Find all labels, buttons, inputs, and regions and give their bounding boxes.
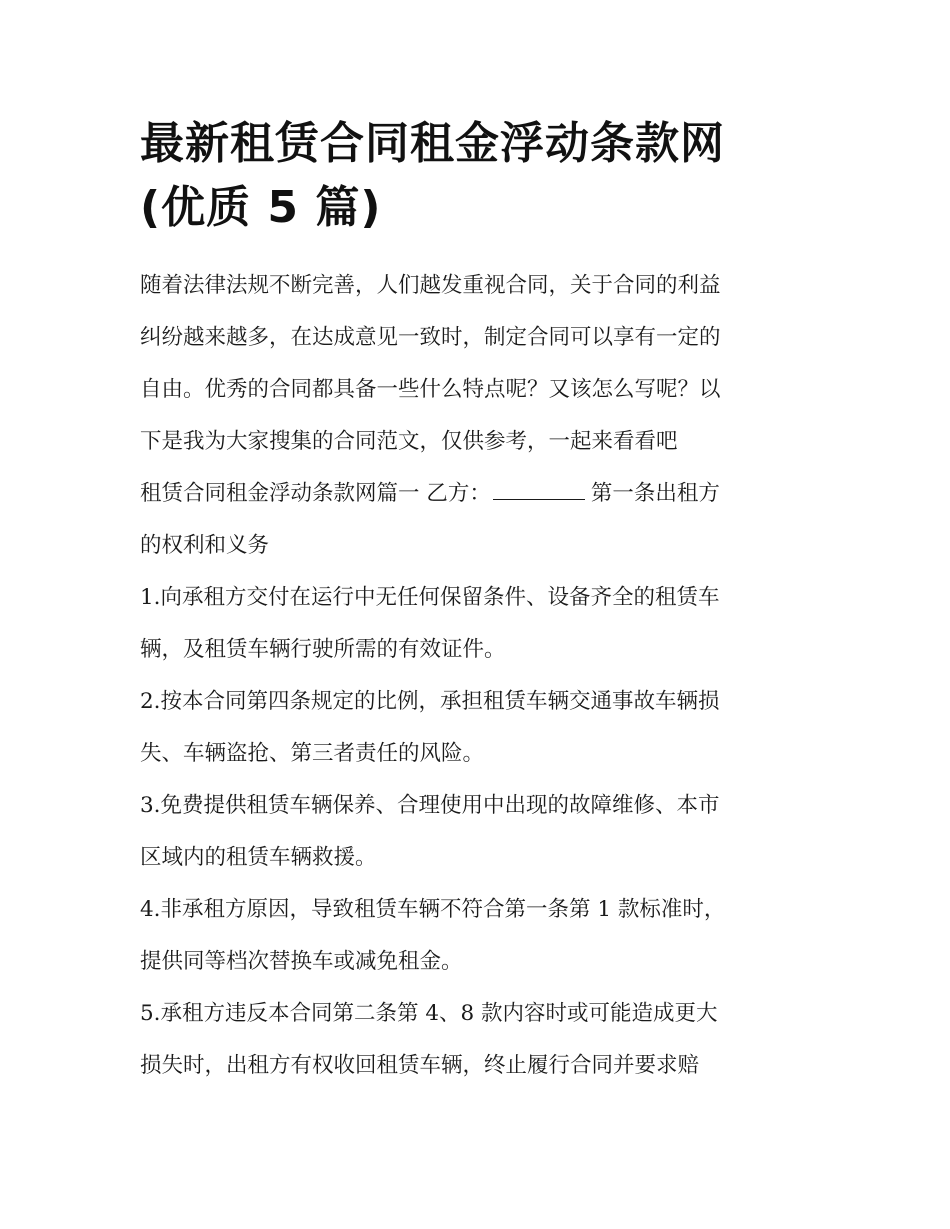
title-line-2: (优质 5 篇): [140, 182, 382, 233]
clause-5-line-2: 损失时，出租方有权收回租赁车辆，终止履行合同并要求赔: [140, 1053, 700, 1078]
intro-line-3: 自由。优秀的合同都具备一些什么特点呢？又该怎么写呢？以: [140, 377, 721, 402]
clause-3-line-1: 3.免费提供租赁车辆保养、合理使用中出现的故障维修、本市: [140, 793, 720, 818]
document-title: [140, 112, 815, 240]
title-line-1: 最新租赁合同租金浮动条款网: [140, 118, 725, 169]
intro-line-4: 下是我为大家搜集的合同范文，仅供参考，一起来看看吧: [140, 429, 678, 454]
section-heading-line: [140, 468, 815, 520]
intro-line-2: 纠纷越来越多，在达成意见一致时，制定合同可以享有一定的: [140, 325, 721, 350]
fill-in-blank: [493, 477, 585, 500]
clause-2-line-1: 2.按本合同第四条规定的比例，承担租赁车辆交通事故车辆损: [140, 689, 720, 714]
document-body: [140, 260, 815, 1092]
section-heading-suffix: 第一条出租方: [590, 481, 720, 506]
clause-3-line-2: 区域内的租赁车辆救援。: [140, 845, 377, 870]
clause-5-line-1: 5.承租方违反本合同第二条第 4、8 款内容时或可能造成更大: [140, 1001, 718, 1026]
document-content: [140, 112, 815, 1092]
clause-2-line-2: 失、车辆盗抢、第三者责任的风险。: [140, 741, 485, 766]
clause-1-line-2: 辆，及租赁车辆行驶所需的有效证件。: [140, 637, 506, 662]
section-heading-prefix: 租赁合同租金浮动条款网篇一 乙方：: [140, 481, 491, 506]
clause-4-line-1: 4.非承租方原因，导致租赁车辆不符合第一条第 1 款标准时，: [140, 897, 726, 922]
clause-1-line-1: 1.向承租方交付在运行中无任何保留条件、设备齐全的租赁车: [140, 585, 720, 610]
clause-4-line-2: 提供同等档次替换车或减免租金。: [140, 949, 463, 974]
section-heading-continuation: 的权利和义务: [140, 533, 270, 558]
intro-line-1: 随着法律法规不断完善，人们越发重视合同，关于合同的利益: [140, 273, 721, 298]
